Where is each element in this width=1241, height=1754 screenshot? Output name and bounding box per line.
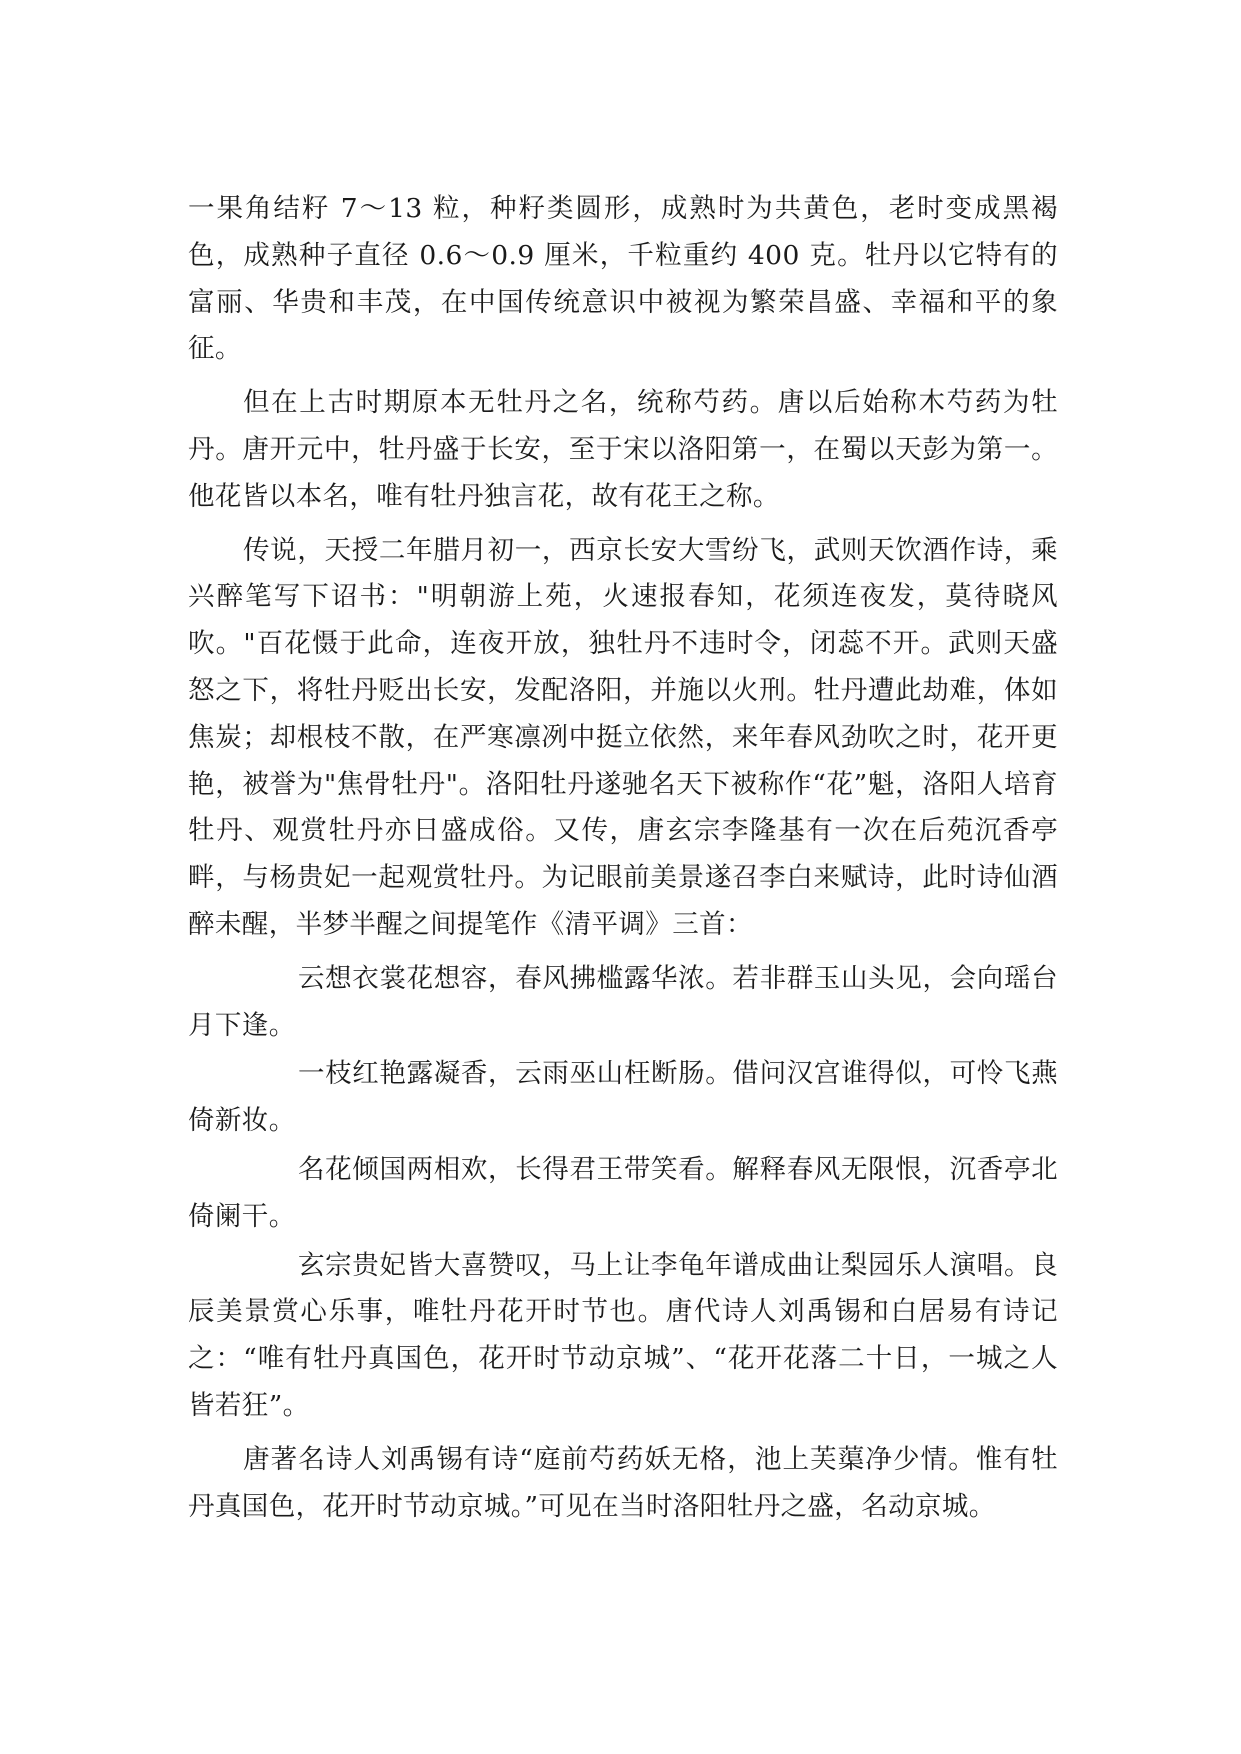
paragraph-legend: 传说，天授二年腊月初一，西京长安大雪纷飞，武则天饮酒作诗，乘兴醉笔写下诏书："明朝游上苑，火速报春知，花须连夜发，莫待晓风吹。"百花慑于此命，连夜开放，独牡丹不违时令，闭蕊不开。武则天盛怒之下，将牡丹贬出长安，发配洛阳，并施以火刑。牡丹遭此劫难，体如焦炭；却根枝不散，在严寒凛冽中挺立依然，来年春风劲吹之时，花开更艳，被誉为"焦骨牡丹"。洛阳牡丹遂驰名天下被称作“花”魁，洛阳人培育牡丹、观赏牡丹亦日盛成俗。又传，唐玄宗李隆基有一次在后苑沉香亭畔，与杨贵妃一起观赏牡丹。为记眼前美景遂召李白来赋诗，此时诗仙酒醉未醒，半梦半醒之间提笔作《清平调》三首：	[188, 534, 1058, 940]
poem-verse-1: 云想衣裳花想容，春风拂槛露华浓。若非群玉山头见，会向瑶台月下逢。	[188, 962, 1058, 1041]
paragraph-name-origin: 但在上古时期原本无牡丹之名，统称芍药。唐以后始称木芍药为牡丹。唐开元中，牡丹盛于长安，至于宋以洛阳第一，在蜀以天彭为第一。他花皆以本名，唯有牡丹独言花，故有花王之称。	[188, 387, 1058, 512]
paragraph-poem-reception: 玄宗贵妃皆大喜赞叹，马上让李龟年谱成曲让梨园乐人演唱。良辰美景赏心乐事，唯牡丹花开时节也。唐代诗人刘禹锡和白居易有诗记之：“唯有牡丹真国色，花开时节动京城”、“花开花落二十日，一城之人皆若狂”。	[188, 1249, 1058, 1421]
poem-verse-3: 名花倾国两相欢，长得君王带笑看。解释春风无限恨，沉香亭北倚阑干。	[188, 1153, 1058, 1232]
document-body	[188, 186, 1058, 1530]
poem-verse-2: 一枝红艳露凝香，云雨巫山枉断肠。借问汉宫谁得似，可怜飞燕倚新妆。	[188, 1058, 1058, 1137]
paragraph-liu-yuxi-poem: 唐著名诗人刘禹锡有诗“庭前芍药妖无格，池上芙蕖净少情。惟有牡丹真国色，花开时节动京城。”可见在当时洛阳牡丹之盛，名动京城。	[188, 1443, 1058, 1522]
paragraph-seed-description: 一果角结籽 7～13 粒，种籽类圆形，成熟时为共黄色，老时变成黑褐色，成熟种子直径 0.6～0.9 厘米，千粒重约 400 克。牡丹以它特有的富丽、华贵和丰茂，在中国传统意识中被视为繁荣昌盛、幸福和平的象征。	[188, 193, 1058, 365]
